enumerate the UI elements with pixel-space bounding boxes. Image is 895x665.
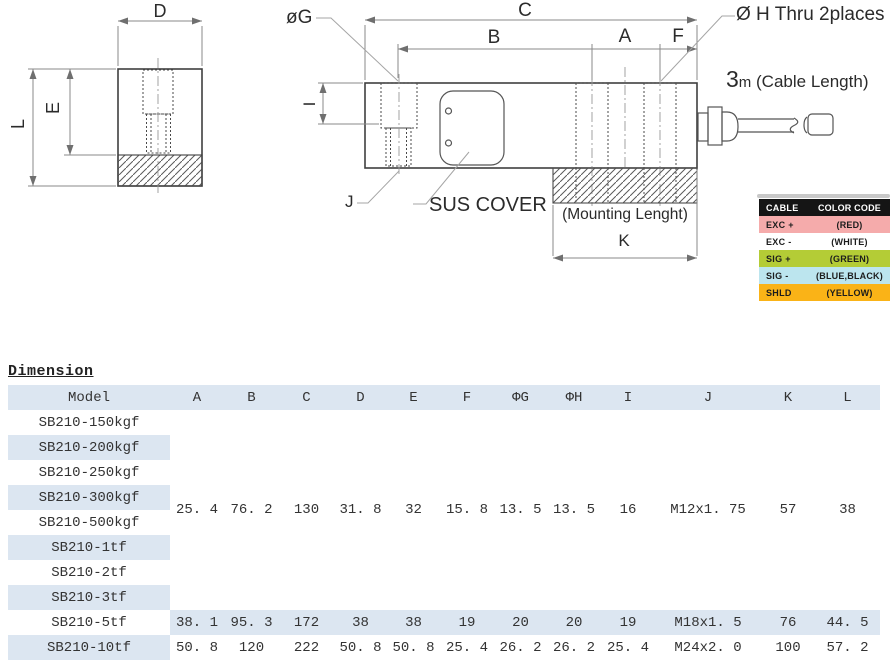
column-header: ΦG [512, 389, 529, 406]
dim-label-e: E [42, 102, 63, 115]
model-cell: SB210-500kgf [8, 510, 170, 535]
cable-table-header [759, 199, 890, 216]
sus-cover-label: SUS COVER [429, 194, 547, 216]
table-cell: 38 [334, 610, 387, 635]
dim-label-b: B [487, 27, 501, 48]
column-header: L [843, 389, 852, 406]
table-cell: 130 [293, 502, 320, 518]
table-cell: 57 [779, 502, 797, 518]
table-cell: 95. 3 [224, 610, 279, 635]
table-cell: 38 [839, 502, 856, 518]
cable-header-label: CABLE [766, 202, 799, 213]
dim-label-c: C [518, 0, 532, 21]
model-cell: SB210-250kgf [8, 460, 170, 485]
dim-label-d: D [153, 1, 167, 21]
dim-label-l: L [7, 119, 28, 130]
table-cell: 38. 1 [170, 610, 224, 635]
cable [738, 114, 833, 135]
model-cell: SB210-200kgf [8, 435, 170, 460]
column-header: C [302, 389, 311, 406]
table-cell: 172 [279, 610, 334, 635]
dimension-table [8, 385, 880, 660]
column-header: K [783, 389, 793, 406]
model-cell: SB210-10tf [8, 635, 170, 660]
model-cell: SB210-150kgf [8, 410, 170, 435]
cable-row-sig-minus [759, 267, 890, 284]
model-cell: SB210-1tf [8, 535, 170, 560]
thru-hole-label: Ø H Thru 2places [736, 4, 885, 25]
cable-name: SIG - [766, 270, 789, 281]
cable-length-label [726, 66, 868, 93]
sus-cover-plate [440, 91, 504, 165]
table-cell: 26. 2 [547, 635, 601, 660]
cable-name: SHLD [766, 287, 792, 298]
model-cell: SB210-2tf [8, 560, 170, 585]
table-cell: 50. 8 [334, 635, 387, 660]
table-cell: 15. 8 [445, 502, 488, 518]
table-row [8, 610, 880, 635]
cable-color: (WHITE) [831, 236, 868, 247]
table-cell: 25. 4 [440, 635, 494, 660]
table-cell: M24x2. 0 [655, 635, 761, 660]
dimension-title: Dimension [8, 363, 94, 380]
table-cell: 50. 8 [170, 635, 224, 660]
dim-label-i: I [300, 101, 319, 107]
table-cell: 76 [761, 610, 815, 635]
column-header: I [623, 389, 633, 406]
column-header: ΦH [565, 389, 583, 406]
hole-diameter-label: øG [286, 7, 313, 28]
table-cell: 19 [601, 610, 655, 635]
leader-og [316, 18, 398, 81]
dim-label-j: J [345, 192, 354, 211]
column-header: J [703, 389, 713, 406]
table-cell: 25. 4 [175, 502, 218, 518]
cable-row-exc-plus [759, 216, 890, 233]
table-row [8, 410, 880, 435]
table-cell: 13. 5 [552, 502, 595, 518]
table-cell: 222 [279, 635, 334, 660]
table-cell: M18x1. 5 [655, 610, 761, 635]
table-cell: 44. 5 [815, 610, 880, 635]
cable-row-exc-minus [759, 233, 890, 250]
cable-color: (YELLOW) [826, 287, 873, 298]
cable-name: EXC + [766, 219, 794, 230]
main-body-outline [365, 83, 697, 168]
table-cell: 16 [619, 502, 637, 518]
column-header: A [192, 389, 202, 406]
table-cell: 31. 8 [339, 502, 382, 518]
dim-label-k: K [618, 231, 630, 250]
cover-weld-dot [446, 108, 452, 114]
column-header: Model [67, 389, 110, 406]
color-code-header-label: COLOR CODE [817, 202, 881, 213]
table-cell: 32 [405, 502, 422, 518]
cover-weld-dot [446, 140, 452, 146]
model-cell: SB210-5tf [8, 610, 170, 635]
dim-label-f: F [672, 26, 684, 47]
cable-name: EXC - [766, 236, 792, 247]
side-hatch-block [118, 155, 202, 186]
cable-color: (GREEN) [829, 253, 870, 264]
cable-name: SIG + [766, 253, 791, 264]
cable-length-value: 3 [726, 66, 739, 92]
table-cell: 25. 4 [601, 635, 655, 660]
table-cell: 100 [761, 635, 815, 660]
dim-label-a: A [618, 26, 632, 47]
cable-row-shld [759, 284, 890, 301]
table-cell: 57. 2 [815, 635, 880, 660]
cable-length-text: (Cable Length) [751, 72, 869, 91]
table-cell: 26. 2 [494, 635, 547, 660]
column-header: F [462, 389, 472, 406]
model-cell: SB210-300kgf [8, 485, 170, 510]
table-cell: 38 [387, 610, 440, 635]
mounting-length-label: (Mounting Lenght) [562, 206, 688, 223]
column-header: B [247, 389, 256, 406]
table-cell: 19 [440, 610, 494, 635]
leader-j [357, 171, 399, 203]
table-cell: M12x1. 75 [670, 502, 746, 518]
table-cell: 76. 2 [230, 502, 273, 518]
table-header-row [8, 385, 880, 410]
table-cell: 20 [547, 610, 601, 635]
table-cell: 120 [224, 635, 279, 660]
table-cell: 50. 8 [387, 635, 440, 660]
column-header: E [409, 389, 418, 406]
cable-length-unit: m [738, 74, 752, 91]
dimension-section [8, 363, 888, 660]
cable-color-code-table [759, 199, 890, 301]
cable-color: (RED) [836, 219, 863, 230]
table-row [8, 635, 880, 660]
model-cell: SB210-3tf [8, 585, 170, 610]
table-cell: 13. 5 [499, 502, 542, 518]
cable-color: (BLUE,BLACK) [816, 270, 883, 281]
cable-row-sig-plus [759, 250, 890, 267]
cable-gland [698, 107, 738, 145]
column-header: D [356, 389, 365, 406]
mounting-hatch-block [553, 168, 697, 203]
table-cell: 20 [494, 610, 547, 635]
cable-table-top-strip [757, 194, 890, 198]
